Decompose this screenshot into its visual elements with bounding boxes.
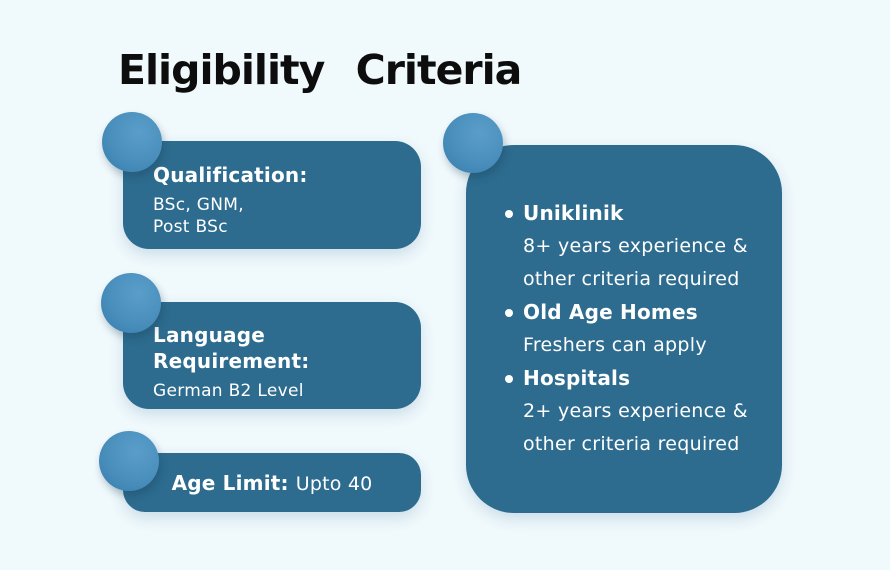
employer-item-text bbox=[523, 362, 748, 461]
qualification-line-2: Post BSc bbox=[153, 217, 228, 237]
employer-detail: Freshers can apply bbox=[523, 334, 707, 356]
age-limit-text bbox=[172, 471, 373, 495]
employer-item-old-age-homes bbox=[505, 296, 768, 362]
employer-detail: 8+ years experience & bbox=[523, 235, 748, 257]
decorative-circle-icon bbox=[101, 273, 161, 333]
language-line: German B2 Level bbox=[153, 381, 304, 401]
decorative-circle-icon bbox=[102, 112, 162, 172]
employer-item-text bbox=[523, 197, 748, 296]
employer-name: Old Age Homes bbox=[523, 300, 698, 324]
language-heading: Language Requirement: bbox=[153, 323, 310, 373]
employer-item-uniklinik bbox=[505, 197, 768, 296]
qualification-line-1: BSc, GNM, bbox=[153, 195, 244, 215]
employer-detail: 2+ years experience & bbox=[523, 400, 748, 422]
employer-name: Uniklinik bbox=[523, 201, 624, 225]
age-limit-heading: Age Limit: bbox=[171, 470, 289, 495]
qualification-card bbox=[123, 141, 421, 249]
bullet-dot-icon bbox=[505, 210, 513, 218]
decorative-circle-icon bbox=[99, 431, 159, 491]
qualification-heading: Qualification: bbox=[153, 163, 308, 187]
age-limit-card bbox=[123, 453, 421, 512]
employer-detail: other criteria required bbox=[523, 268, 740, 290]
age-limit-value: Upto 40 bbox=[295, 472, 373, 495]
language-requirement-card bbox=[123, 302, 421, 409]
employer-name: Hospitals bbox=[523, 366, 631, 390]
page-title: Eligibility Criteria bbox=[118, 46, 522, 94]
employer-item-text bbox=[523, 296, 707, 362]
bullet-dot-icon bbox=[505, 309, 513, 317]
employer-item-hospitals bbox=[505, 362, 768, 461]
employer-criteria-card bbox=[466, 145, 782, 513]
decorative-circle-icon bbox=[443, 113, 503, 173]
employer-detail: other criteria required bbox=[523, 433, 740, 455]
bullet-dot-icon bbox=[505, 375, 513, 383]
